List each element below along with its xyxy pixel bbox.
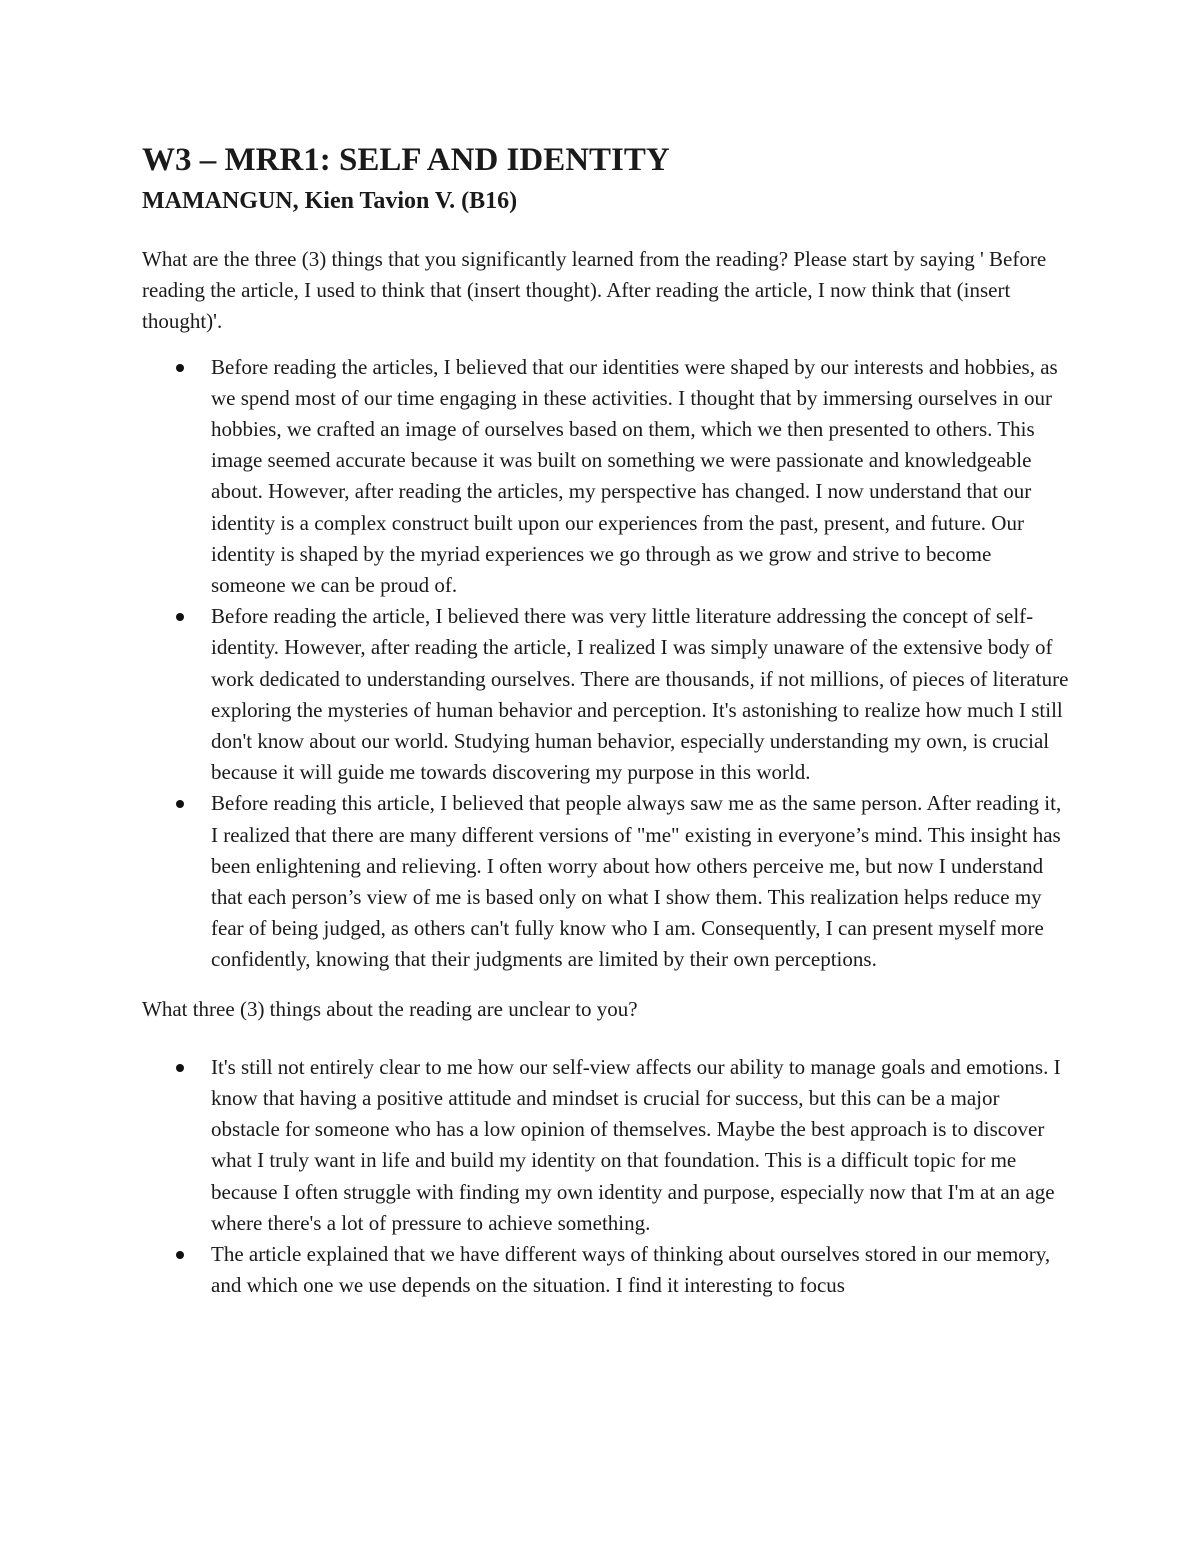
question-unclear: What three (3) things about the reading are unclear to you?	[142, 996, 638, 1021]
answer-text: Before reading the articles, I believed that our identities were shaped by our interests and hobbies, as we spend most of our time engaging in these activities. I thought that by immersing ourselves in our hobbies, we crafted an image of ourselves based on them, which we then presented to others. This image seemed accurate because it was built on something we were passionate and knowledgeable about. However, after reading the articles, my perspective has changed. I now understand that our identity is a complex construct built upon our experiences from the past, present, and future. Our identity is shaped by the myriad experiences we go through as we grow and strive to become someone we can be proud of.	[211, 354, 1058, 598]
bullet-icon	[176, 613, 184, 621]
bullet-icon	[176, 1251, 184, 1259]
list-item	[211, 1052, 1070, 1239]
list-item	[211, 1239, 1070, 1301]
unclear-answers-list	[142, 1052, 1070, 1302]
list-item	[211, 788, 1070, 975]
document-title: W3 – MRR1: SELF AND IDENTITY	[142, 142, 670, 178]
list-item	[211, 601, 1070, 788]
answer-text: Before reading this article, I believed that people always saw me as the same person. After reading it, I realized that there are many different versions of "me" existing in everyone’s mind. This insight has been enlightening and relieving. I often worry about how others perceive me, but now I understand that each person’s view of me is based only on what I show them. This realization helps reduce my fear of being judged, as others can't fully know who I am. Consequently, I can present myself more confidently, knowing that their judgments are limited by their own perceptions.	[211, 791, 1062, 972]
answer-text: It's still not entirely clear to me how our self-view affects our ability to manage goals and emotions. I know that having a positive attitude and mindset is crucial for success, but this can be a major obstacle for someone who has a low opinion of themselves. Maybe the best approach is to discover what I truly want in life and build my identity on that foundation. This is a difficult topic for me because I often struggle with finding my own identity and purpose, especially now that I'm at an age where there's a lot of pressure to achieve something.	[211, 1054, 1061, 1235]
question-learned: What are the three (3) things that you significantly learned from the reading? Please start by saying ' Before reading the article, I used to think that (insert thought). After reading the article, I now think that (insert thought)'.	[142, 247, 1047, 334]
bullet-icon	[176, 1064, 184, 1072]
author-name: MAMANGUN, Kien Tavion V. (B16)	[142, 188, 518, 214]
learned-answers-list	[142, 352, 1070, 976]
answer-text: The article explained that we have different ways of thinking about ourselves stored in our memory, and which one we use depends on the situation. I find it interesting to focus	[211, 1242, 1051, 1298]
bullet-icon	[176, 800, 184, 808]
answer-text: Before reading the article, I believed there was very little literature addressing the concept of self-identity. However, after reading the article, I realized I was simply unaware of the extensive body of work dedicated to understanding ourselves. There are thousands, if not millions, of pieces of literature exploring the mysteries of human behavior and perception. It's astonishing to realize how much I still don't know about our world. Studying human behavior, especially understanding my own, is crucial because it will guide me towards discovering my purpose in this world.	[211, 604, 1069, 785]
list-item	[211, 352, 1070, 602]
bullet-icon	[176, 364, 184, 372]
